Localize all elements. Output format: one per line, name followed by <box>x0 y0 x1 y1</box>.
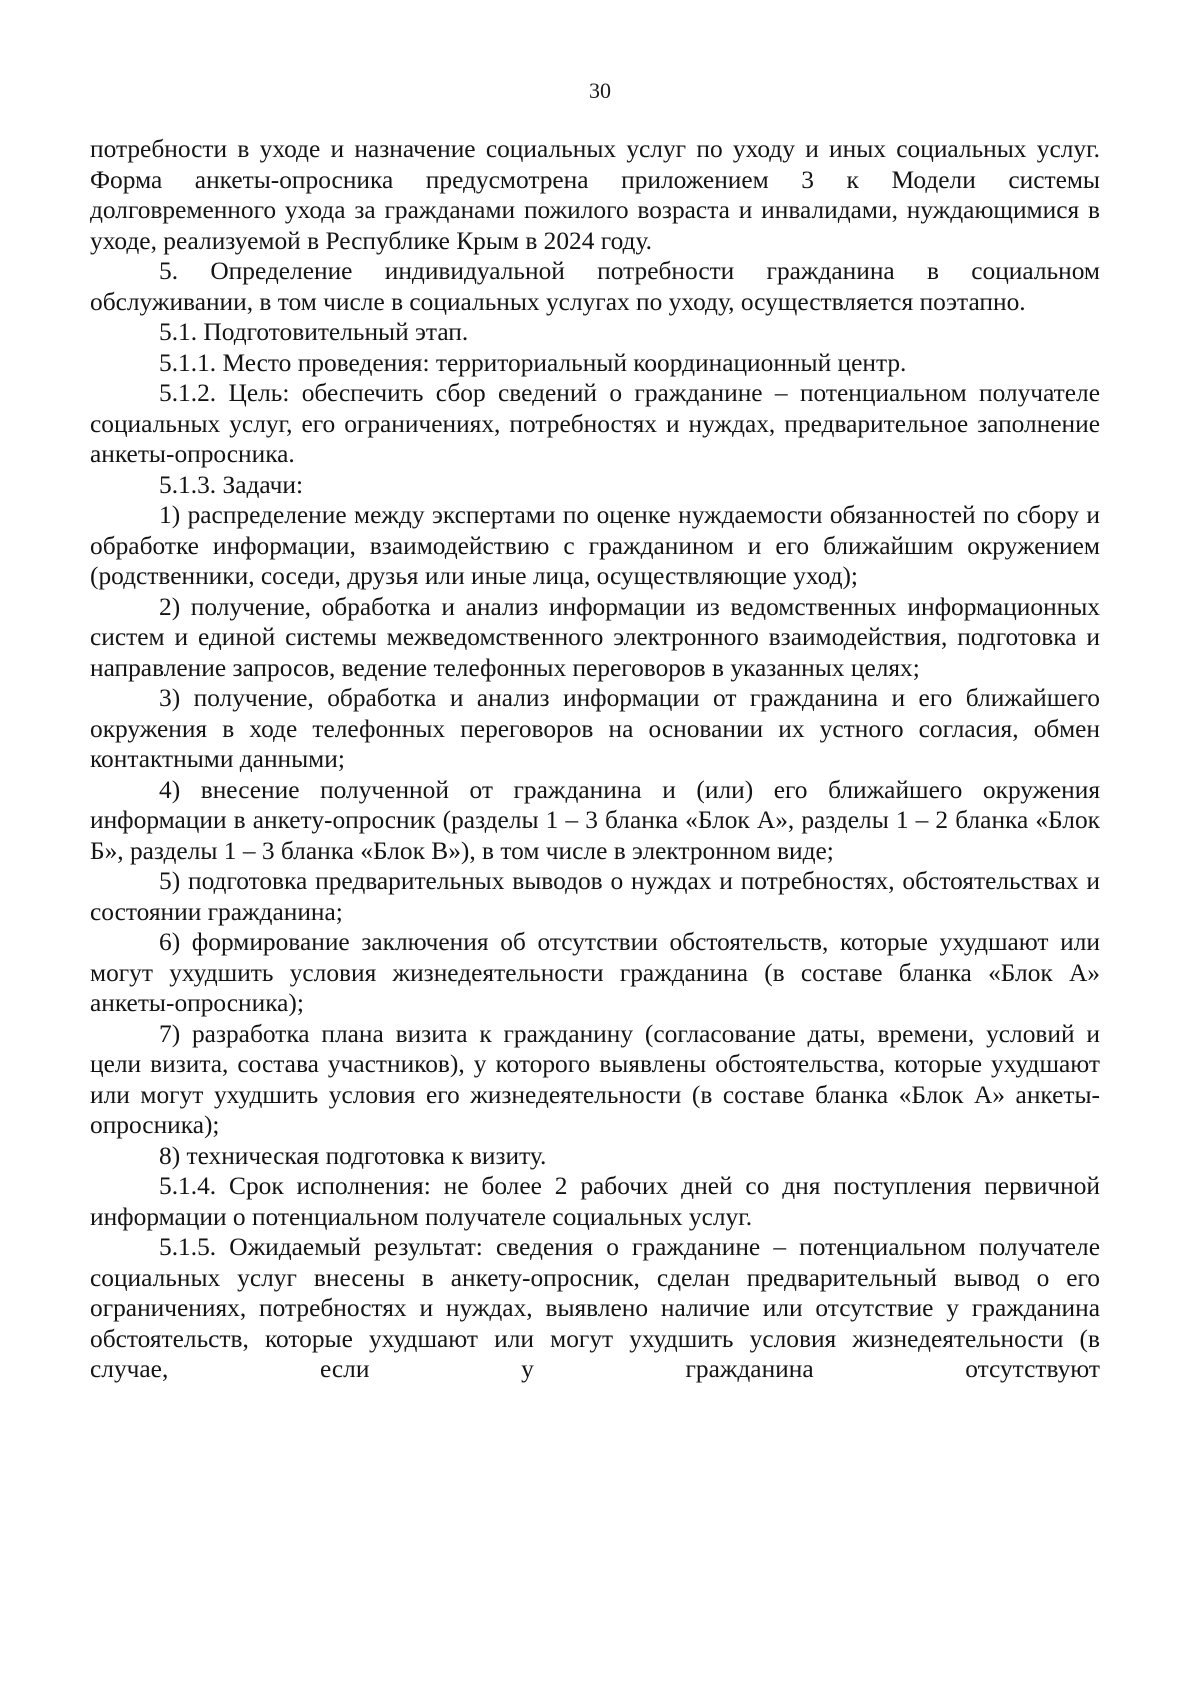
document-body <box>90 134 1100 1385</box>
page-number: 30 <box>589 78 611 103</box>
list-item-2: 2) получение, обработка и анализ информации из ведомственных информационных систем и единой системы межведомственного электронного взаимодействия, подготовка и направление запросов, ведение телефонных переговоров в указанных целях; <box>90 592 1100 682</box>
list-item-3: 3) получение, обработка и анализ информации от гражданина и его ближайшего окружения в ходе телефонных переговоров на основании их устного согласия, обмен контактными данными; <box>90 684 1100 773</box>
paragraph-item-5-1-1: 5.1.1. Место проведения: территориальный координационный центр. <box>159 348 907 377</box>
paragraph-item-5-1: 5.1. Подготовительный этап. <box>159 318 469 346</box>
list-item-6: 6) формирование заключения об отсутствии обстоятельств, которые ухудшают или могут ухудшить условия жизнедеятельности гражданина (в составе бланка «Блок А» анкеты-опросника); <box>90 928 1100 1017</box>
paragraph-item-5-1-2: 5.1.2. Цель: обеспечить сбор сведений о гражданине – потенциальном получателе социальных услуг, его ограничениях, потребностях и нуждах, предварительное заполнение анкеты-опросника. <box>90 379 1100 468</box>
list-item-5: 5) подготовка предварительных выводов о нуждах и потребностях, обстоятельствах и состоянии гражданина; <box>90 867 1100 926</box>
list-item-7: 7) разработка плана визита к гражданину (согласование даты, времени, условий и цели визита, состава участников), у которого выявлены обстоятельства, которые ухудшают или могут ухудшить условия его жизнедеятельности (в составе бланка «Блок А» анкеты-опросника); <box>90 1019 1100 1139</box>
list-item-8: 8) техническая подготовка к визиту. <box>159 1141 547 1170</box>
list-item-4: 4) внесение полученной от гражданина и (или) его ближайшего окружения информации в анкету-опросник (разделы 1 – 3 бланка «Блок А», разделы 1 – 2 бланка «Блок Б», разделы 1 – 3 бланка «Блок В»), в том числе в электронном виде; <box>90 775 1100 865</box>
paragraph-continuation: потребности в уходе и назначение социальных услуг по уходу и иных социальных услуг. Форма анкеты-опросника предусмотрена приложением 3 к Модели системы долговременного ухода за гражданами пожилого возраста и инвалидами, нуждающимися в уходе, реализуемой в Республике Крым в 2024 году. <box>90 135 1100 255</box>
paragraph-item-5-1-5: 5.1.5. Ожидаемый результат: сведения о гражданине – потенциальном получателе социальных услуг внесены в анкету-опросник, сделан предварительный вывод о его ограничениях, потребностях и нуждах, выявлено наличие или отсутствие у гражданина обстоятельств, которые ухудшают или могут ухудшить условия жизнедеятельности (в случае, если у гражданина отсутствуют <box>90 1233 1100 1383</box>
paragraph-item-5-1-3: 5.1.3. Задачи: <box>159 470 304 499</box>
paragraph-item-5: 5. Определение индивидуальной потребности гражданина в социальном обслуживании, в том числе в социальных услугах по уходу, осуществляется поэтапно. <box>90 257 1100 316</box>
list-item-1: 1) распределение между экспертами по оценке нуждаемости обязанностей по сбору и обработке информации, взаимодействию с гражданином и его ближайшим окружением (родственники, соседи, друзья или иные лица, осуществляющие уход); <box>90 501 1100 590</box>
paragraph-item-5-1-4: 5.1.4. Срок исполнения: не более 2 рабочих дней со дня поступления первичной информации о потенциальном получателе социальных услуг. <box>90 1172 1100 1231</box>
